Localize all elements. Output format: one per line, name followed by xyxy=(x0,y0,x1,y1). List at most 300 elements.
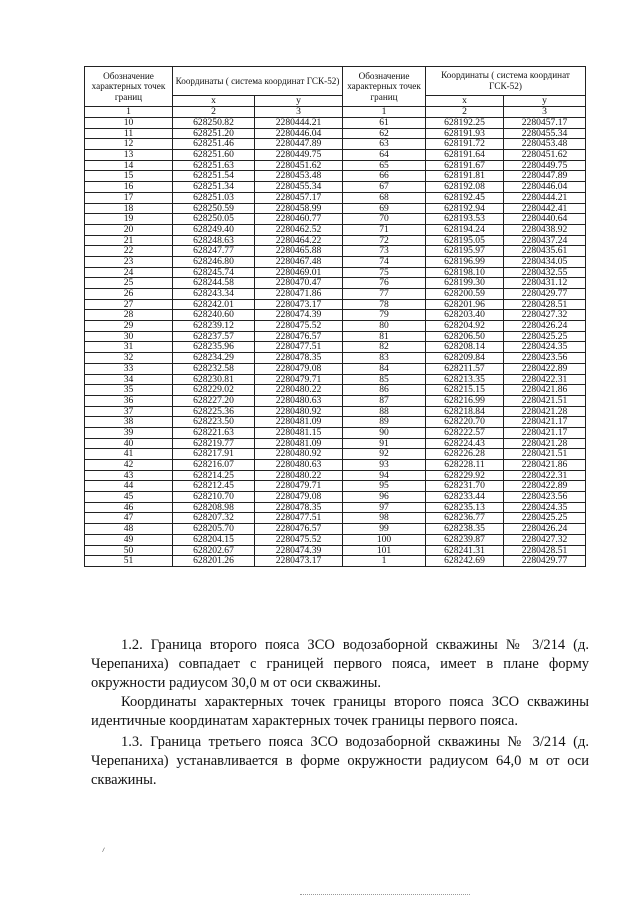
table-cell: 2280446.04 xyxy=(255,128,343,139)
table-cell: 97 xyxy=(343,502,426,513)
table-cell: 2280477.51 xyxy=(255,513,343,524)
table-cell: 41 xyxy=(85,449,173,460)
table-cell: 628226.28 xyxy=(426,449,504,460)
table-row xyxy=(85,524,586,535)
table-row xyxy=(85,502,586,513)
table-cell: 628235.96 xyxy=(173,342,255,353)
table-cell: 628234.29 xyxy=(173,353,255,364)
footer-rule xyxy=(300,894,470,895)
table-cell: 2280476.57 xyxy=(255,524,343,535)
table-cell: 90 xyxy=(343,427,426,438)
table-cell: 2280455.34 xyxy=(255,182,343,193)
table-cell: 628202.67 xyxy=(173,545,255,556)
table-cell: 2280447.89 xyxy=(504,171,586,182)
table-cell: 2280455.34 xyxy=(504,128,586,139)
table-cell: 45 xyxy=(85,492,173,503)
table-row xyxy=(85,150,586,161)
table-cell: 2280423.56 xyxy=(504,353,586,364)
table-cell: 2280481.09 xyxy=(255,438,343,449)
table-row xyxy=(85,353,586,364)
table-cell: 628250.82 xyxy=(173,118,255,129)
table-cell: 2280421.28 xyxy=(504,438,586,449)
table-cell: 2280428.51 xyxy=(504,545,586,556)
table-cell: 2280446.04 xyxy=(504,182,586,193)
paragraph-second-zone-coords: Координаты характерных точек границы второго пояса ЗСО скважины идентичные координатам характерных точек границы первого пояса. xyxy=(91,694,589,729)
table-cell: 79 xyxy=(343,310,426,321)
table-cell: 628191.64 xyxy=(426,150,504,161)
table-cell: 628251.60 xyxy=(173,150,255,161)
table-cell: 628235.13 xyxy=(426,502,504,513)
table-cell: 87 xyxy=(343,395,426,406)
header-y-right: y xyxy=(504,96,586,107)
table-cell: 2280425.25 xyxy=(504,331,586,342)
table-row xyxy=(85,331,586,342)
table-row xyxy=(85,256,586,267)
table-cell: 40 xyxy=(85,438,173,449)
paragraph-third-zone: 1.3. Граница третьего пояса ЗСО водозаборной скважины № 3/214 (д. Черепаниха) устанавливается в форме окружности радиусом 64,0 м от оси скважины. xyxy=(91,734,589,788)
table-cell: 70 xyxy=(343,214,426,225)
table-cell: 628251.46 xyxy=(173,139,255,150)
table-cell: 37 xyxy=(85,406,173,417)
table-cell: 34 xyxy=(85,374,173,385)
pen-mark: ⸝ xyxy=(98,842,108,855)
table-cell: 628241.31 xyxy=(426,545,504,556)
table-cell: 22 xyxy=(85,246,173,257)
table-row xyxy=(85,342,586,353)
table-cell: 61 xyxy=(343,118,426,129)
header-x-right: x xyxy=(426,96,504,107)
table-cell: 2280421.17 xyxy=(504,427,586,438)
table-cell: 68 xyxy=(343,192,426,203)
table-cell: 63 xyxy=(343,139,426,150)
table-cell: 91 xyxy=(343,438,426,449)
table-cell: 2280475.52 xyxy=(255,321,343,332)
table-cell: 2280480.22 xyxy=(255,470,343,481)
table-cell: 16 xyxy=(85,182,173,193)
table-cell: 2280451.62 xyxy=(504,150,586,161)
table-cell: 100 xyxy=(343,534,426,545)
table-cell: 2280432.55 xyxy=(504,267,586,278)
table-row xyxy=(85,246,586,257)
table-cell: 628191.67 xyxy=(426,160,504,171)
table-cell: 2280428.51 xyxy=(504,299,586,310)
table-cell: 98 xyxy=(343,513,426,524)
table-cell: 628191.81 xyxy=(426,171,504,182)
table-cell: 2280421.86 xyxy=(504,460,586,471)
numbering-row xyxy=(85,107,586,118)
table-cell: 2280473.17 xyxy=(255,556,343,567)
table-cell: 2280480.92 xyxy=(255,406,343,417)
header-coords-right: Координаты ( система координат ГСК-52) xyxy=(426,67,586,96)
table-cell: 628199.30 xyxy=(426,278,504,289)
table-cell: 2280423.56 xyxy=(504,492,586,503)
table-cell: 101 xyxy=(343,545,426,556)
table-cell: 92 xyxy=(343,449,426,460)
table-cell: 628250.59 xyxy=(173,203,255,214)
table-cell: 628208.14 xyxy=(426,342,504,353)
table-cell: 31 xyxy=(85,342,173,353)
table-cell: 2280429.77 xyxy=(504,556,586,567)
table-cell: 2280462.52 xyxy=(255,224,343,235)
table-cell: 71 xyxy=(343,224,426,235)
header-points-left: Обозначение характерных точек границ xyxy=(85,67,173,107)
table-cell: 2280479.08 xyxy=(255,492,343,503)
table-cell: 84 xyxy=(343,363,426,374)
table-cell: 2280458.99 xyxy=(255,203,343,214)
table-cell: 78 xyxy=(343,299,426,310)
table-cell: 47 xyxy=(85,513,173,524)
table-cell: 2280427.32 xyxy=(504,310,586,321)
table-body xyxy=(85,118,586,567)
table-cell: 2280480.92 xyxy=(255,449,343,460)
table-cell: 2280476.57 xyxy=(255,331,343,342)
numbering-cell: 1 xyxy=(85,107,173,118)
table-cell: 628246.80 xyxy=(173,256,255,267)
table-cell: 628228.11 xyxy=(426,460,504,471)
table-cell: 628251.03 xyxy=(173,192,255,203)
table-cell: 628236.77 xyxy=(426,513,504,524)
table-cell: 2280474.39 xyxy=(255,545,343,556)
table-cell: 89 xyxy=(343,417,426,428)
table-cell: 85 xyxy=(343,374,426,385)
table-cell: 628251.34 xyxy=(173,182,255,193)
table-cell: 2280438.92 xyxy=(504,224,586,235)
table-cell: 11 xyxy=(85,128,173,139)
table-cell: 628239.87 xyxy=(426,534,504,545)
table-row xyxy=(85,203,586,214)
table-cell: 2280422.31 xyxy=(504,374,586,385)
table-cell: 2280474.39 xyxy=(255,310,343,321)
table-cell: 2280449.75 xyxy=(504,160,586,171)
table-cell: 628212.45 xyxy=(173,481,255,492)
table-cell: 75 xyxy=(343,267,426,278)
table-cell: 2280481.15 xyxy=(255,427,343,438)
table-cell: 628232.58 xyxy=(173,363,255,374)
table-cell: 2280422.31 xyxy=(504,470,586,481)
table-cell: 2280453.48 xyxy=(504,139,586,150)
table-row xyxy=(85,374,586,385)
table-cell: 69 xyxy=(343,203,426,214)
table-cell: 628192.08 xyxy=(426,182,504,193)
table-cell: 2280480.22 xyxy=(255,385,343,396)
table-row xyxy=(85,481,586,492)
table-cell: 39 xyxy=(85,427,173,438)
table-cell: 2280479.71 xyxy=(255,374,343,385)
header-points-right: Обозначение характерных точек границ xyxy=(343,67,426,107)
table-cell: 2280477.51 xyxy=(255,342,343,353)
table-cell: 2280457.17 xyxy=(504,118,586,129)
table-cell: 33 xyxy=(85,363,173,374)
table-cell: 628210.70 xyxy=(173,492,255,503)
table-row xyxy=(85,427,586,438)
table-cell: 76 xyxy=(343,278,426,289)
table-cell: 83 xyxy=(343,353,426,364)
numbering-cell: 2 xyxy=(426,107,504,118)
table-cell: 2280425.25 xyxy=(504,513,586,524)
table-cell: 628208.98 xyxy=(173,502,255,513)
table-cell: 628198.10 xyxy=(426,267,504,278)
table-cell: 94 xyxy=(343,470,426,481)
table-cell: 14 xyxy=(85,160,173,171)
table-cell: 73 xyxy=(343,246,426,257)
table-cell: 628251.54 xyxy=(173,171,255,182)
table-row xyxy=(85,534,586,545)
table-cell: 628201.96 xyxy=(426,299,504,310)
table-row xyxy=(85,289,586,300)
table-cell: 19 xyxy=(85,214,173,225)
numbering-cell: 2 xyxy=(173,107,255,118)
header-x-left: x xyxy=(173,96,255,107)
table-cell: 2280424.35 xyxy=(504,342,586,353)
table-cell: 64 xyxy=(343,150,426,161)
table-cell: 96 xyxy=(343,492,426,503)
table-cell: 628215.15 xyxy=(426,385,504,396)
table-cell: 29 xyxy=(85,321,173,332)
table-cell: 2280473.17 xyxy=(255,299,343,310)
table-cell: 88 xyxy=(343,406,426,417)
table-cell: 628191.93 xyxy=(426,128,504,139)
table-cell: 26 xyxy=(85,289,173,300)
table-row xyxy=(85,192,586,203)
table-row xyxy=(85,299,586,310)
table-cell: 2280444.21 xyxy=(504,192,586,203)
table-cell: 38 xyxy=(85,417,173,428)
table-cell: 42 xyxy=(85,460,173,471)
table-cell: 628219.77 xyxy=(173,438,255,449)
table-cell: 2280424.35 xyxy=(504,502,586,513)
table-cell: 628229.02 xyxy=(173,385,255,396)
table-row xyxy=(85,460,586,471)
table-cell: 43 xyxy=(85,470,173,481)
table-cell: 2280440.64 xyxy=(504,214,586,225)
table-row xyxy=(85,545,586,556)
table-row xyxy=(85,182,586,193)
table-cell: 628204.92 xyxy=(426,321,504,332)
table-row xyxy=(85,118,586,129)
table-cell: 628216.99 xyxy=(426,395,504,406)
table-cell: 2280437.24 xyxy=(504,235,586,246)
table-cell: 628211.57 xyxy=(426,363,504,374)
table-cell: 2280442.41 xyxy=(504,203,586,214)
table-cell: 628244.58 xyxy=(173,278,255,289)
table-row xyxy=(85,267,586,278)
table-cell: 51 xyxy=(85,556,173,567)
table-cell: 2280421.17 xyxy=(504,417,586,428)
table-cell: 2280460.77 xyxy=(255,214,343,225)
table-cell: 30 xyxy=(85,331,173,342)
table-cell: 25 xyxy=(85,278,173,289)
table-row xyxy=(85,128,586,139)
table-cell: 27 xyxy=(85,299,173,310)
table-cell: 628231.70 xyxy=(426,481,504,492)
table-cell: 20 xyxy=(85,224,173,235)
table-cell: 44 xyxy=(85,481,173,492)
header-y-left: y xyxy=(255,96,343,107)
numbering-cell: 3 xyxy=(504,107,586,118)
table-cell: 10 xyxy=(85,118,173,129)
table-row xyxy=(85,214,586,225)
table-cell: 628213.35 xyxy=(426,374,504,385)
table-cell: 628201.26 xyxy=(173,556,255,567)
table-cell: 2280429.77 xyxy=(504,289,586,300)
table-row xyxy=(85,235,586,246)
table-cell: 628238.35 xyxy=(426,524,504,535)
table-row xyxy=(85,438,586,449)
table-cell: 2280426.24 xyxy=(504,524,586,535)
table-cell: 2280481.09 xyxy=(255,417,343,428)
table-cell: 50 xyxy=(85,545,173,556)
table-cell: 628240.60 xyxy=(173,310,255,321)
table-row xyxy=(85,513,586,524)
table-cell: 628216.07 xyxy=(173,460,255,471)
table-cell: 32 xyxy=(85,353,173,364)
table-cell: 2280421.28 xyxy=(504,406,586,417)
table-cell: 74 xyxy=(343,256,426,267)
table-cell: 2280421.51 xyxy=(504,395,586,406)
table-cell: 628214.25 xyxy=(173,470,255,481)
table-cell: 628191.72 xyxy=(426,139,504,150)
table-cell: 628242.69 xyxy=(426,556,504,567)
table-cell: 2280457.17 xyxy=(255,192,343,203)
table-cell: 18 xyxy=(85,203,173,214)
table-cell: 2280422.89 xyxy=(504,363,586,374)
table-row xyxy=(85,363,586,374)
table-cell: 628245.74 xyxy=(173,267,255,278)
table-cell: 628251.63 xyxy=(173,160,255,171)
table-cell: 628224.43 xyxy=(426,438,504,449)
table-cell: 628237.57 xyxy=(173,331,255,342)
table-row xyxy=(85,449,586,460)
table-cell: 628203.40 xyxy=(426,310,504,321)
table-cell: 36 xyxy=(85,395,173,406)
table-cell: 81 xyxy=(343,331,426,342)
table-cell: 2280434.05 xyxy=(504,256,586,267)
table-cell: 628217.91 xyxy=(173,449,255,460)
table-cell: 2280478.35 xyxy=(255,502,343,513)
table-cell: 628223.50 xyxy=(173,417,255,428)
table-cell: 628195.05 xyxy=(426,235,504,246)
table-cell: 628195.97 xyxy=(426,246,504,257)
table-cell: 628247.77 xyxy=(173,246,255,257)
table-cell: 628218.84 xyxy=(426,406,504,417)
table-cell: 628229.92 xyxy=(426,470,504,481)
table-cell: 13 xyxy=(85,150,173,161)
coordinates-table xyxy=(84,66,586,567)
table-cell: 2280479.08 xyxy=(255,363,343,374)
table-cell: 21 xyxy=(85,235,173,246)
table-cell: 628192.45 xyxy=(426,192,504,203)
table-cell: 66 xyxy=(343,171,426,182)
table-cell: 2280480.63 xyxy=(255,460,343,471)
table-cell: 2280435.61 xyxy=(504,246,586,257)
table-cell: 628230.81 xyxy=(173,374,255,385)
table-cell: 1 xyxy=(343,556,426,567)
table-cell: 2280453.48 xyxy=(255,171,343,182)
table-cell: 628251.20 xyxy=(173,128,255,139)
table-cell: 2280480.63 xyxy=(255,395,343,406)
table-cell: 628209.84 xyxy=(426,353,504,364)
table-cell: 2280479.71 xyxy=(255,481,343,492)
table-row xyxy=(85,160,586,171)
table-cell: 628220.70 xyxy=(426,417,504,428)
table-cell: 35 xyxy=(85,385,173,396)
table-cell: 2280431.12 xyxy=(504,278,586,289)
table-cell: 2280465.88 xyxy=(255,246,343,257)
table-cell: 77 xyxy=(343,289,426,300)
table-cell: 95 xyxy=(343,481,426,492)
table-row xyxy=(85,492,586,503)
table-row xyxy=(85,556,586,567)
table-cell: 2280478.35 xyxy=(255,353,343,364)
table-cell: 99 xyxy=(343,524,426,535)
table-cell: 62 xyxy=(343,128,426,139)
table-cell: 48 xyxy=(85,524,173,535)
table-cell: 23 xyxy=(85,256,173,267)
table-cell: 628207.32 xyxy=(173,513,255,524)
table-row xyxy=(85,310,586,321)
table-cell: 2280427.32 xyxy=(504,534,586,545)
numbering-cell: 1 xyxy=(343,107,426,118)
table-cell: 17 xyxy=(85,192,173,203)
table-cell: 628206.50 xyxy=(426,331,504,342)
table-cell: 628196.99 xyxy=(426,256,504,267)
table-cell: 65 xyxy=(343,160,426,171)
table-cell: 628204.15 xyxy=(173,534,255,545)
table-cell: 72 xyxy=(343,235,426,246)
table-cell: 93 xyxy=(343,460,426,471)
table-cell: 628248.63 xyxy=(173,235,255,246)
table-cell: 46 xyxy=(85,502,173,513)
table-cell: 628243.34 xyxy=(173,289,255,300)
table-row xyxy=(85,385,586,396)
table-cell: 628194.24 xyxy=(426,224,504,235)
table-cell: 628200.59 xyxy=(426,289,504,300)
table-cell: 2280444.21 xyxy=(255,118,343,129)
table-cell: 628192.94 xyxy=(426,203,504,214)
table-cell: 24 xyxy=(85,267,173,278)
table-row xyxy=(85,321,586,332)
table-cell: 12 xyxy=(85,139,173,150)
numbering-cell: 3 xyxy=(255,107,343,118)
table-cell: 628249.40 xyxy=(173,224,255,235)
table-cell: 28 xyxy=(85,310,173,321)
table-cell: 80 xyxy=(343,321,426,332)
table-cell: 86 xyxy=(343,385,426,396)
table-cell: 628205.70 xyxy=(173,524,255,535)
table-cell: 2280422.89 xyxy=(504,481,586,492)
table-cell: 2280447.89 xyxy=(255,139,343,150)
table-cell: 2280471.86 xyxy=(255,289,343,300)
table-cell: 628227.20 xyxy=(173,395,255,406)
table-cell: 628193.53 xyxy=(426,214,504,225)
table-cell: 2280469.01 xyxy=(255,267,343,278)
table-row xyxy=(85,278,586,289)
table-cell: 2280449.75 xyxy=(255,150,343,161)
table-cell: 2280475.52 xyxy=(255,534,343,545)
table-row xyxy=(85,395,586,406)
table-cell: 2280467.48 xyxy=(255,256,343,267)
table-row xyxy=(85,171,586,182)
table-cell: 2280451.62 xyxy=(255,160,343,171)
header-coords-left: Координаты ( система координат ГСК-52) xyxy=(173,67,343,96)
table-cell: 49 xyxy=(85,534,173,545)
table-cell: 628225.36 xyxy=(173,406,255,417)
table-cell: 15 xyxy=(85,171,173,182)
table-cell: 628221.63 xyxy=(173,427,255,438)
table-cell: 628250.05 xyxy=(173,214,255,225)
table-cell: 2280464.22 xyxy=(255,235,343,246)
table-row xyxy=(85,417,586,428)
